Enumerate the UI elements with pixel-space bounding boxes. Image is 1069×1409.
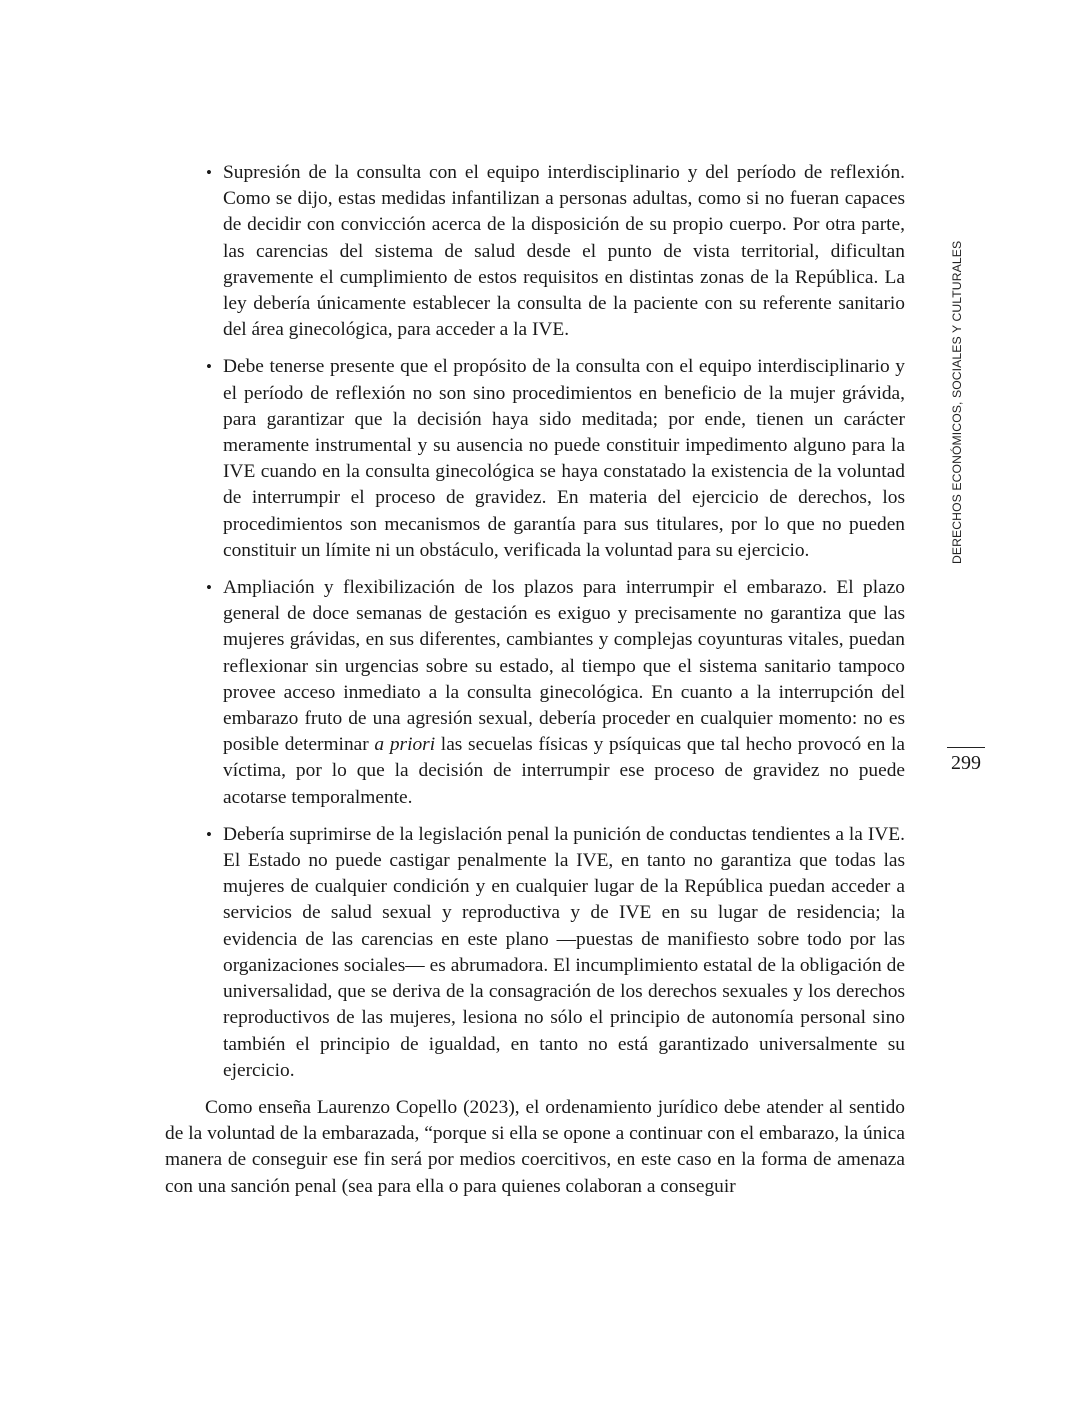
bullet-item [206, 822, 905, 1084]
main-text-block [165, 160, 905, 1200]
bullet-icon: • [206, 578, 212, 598]
bullet-item [206, 575, 905, 811]
bullet-text: Debe tenerse presente que el propósito de la consulta con el equipo interdisciplinario y el período de reflexión no son sino procedimientos en beneficio de la mujer grávida, para garantizar que la decisión haya sido meditada; por ende, tienen un carácter meramente instrumental y su ausencia no puede constituir impedimento alguno para la IVE cuando en la consulta ginecológica se haya constatado la existencia de la voluntad de interrumpir el proceso de gravidez. En materia del ejercicio de derechos, los procedimientos son mecanismos de garantía para sus titulares, por lo que no pueden constituir un límite ni un obstáculo, verificada la voluntad para su ejercicio. [223, 356, 905, 561]
bullet-icon: • [206, 824, 212, 844]
page-number: 299 [951, 752, 981, 774]
bullet-icon: • [206, 357, 212, 377]
bullet-item [206, 354, 905, 564]
italic-term: a priori [374, 734, 436, 756]
bullet-list [206, 160, 905, 1084]
running-head-vertical: DERECHOS ECONÓMICOS, SOCIALES Y CULTURALES [950, 240, 964, 564]
page-number-rule [947, 747, 985, 748]
bullet-text-end: las secuelas físicas y psíquicas que tal hecho provocó en la víctima, por lo que la decisión de interrumpir ese proceso de gravidez no puede acotarse temporalmente. [223, 734, 905, 808]
bullet-text: Supresión de la consulta con el equipo interdisciplinario y del período de reflexión. Como se dijo, estas medidas infantilizan a personas adultas, como si no fueran capaces de decidir con convicción acerca de la disposición de su propio cuerpo. Por otra parte, las carencias del sistema de salud desde el punto de vista territorial, dificultan gravemente el cumplimiento de estos requisitos en distintas zonas de la República. La ley debería únicamente establecer la consulta de la paciente con su referente sanitario del área ginecológica, para acceder a la IVE. [223, 162, 905, 341]
closing-paragraph: Como enseña Laurenzo Copello (2023), el ordenamiento jurídico debe atender al sentido de la voluntad de la embarazada, “porque si ella se opone a continuar con el embarazo, la única manera de conseguir ese fin será por medios coercitivos, en este caso en la forma de amenaza con una sanción penal (sea para ella o para quienes colaboran a conseguir [165, 1096, 905, 1197]
bullet-text: Debería suprimirse de la legislación penal la punición de conductas tendientes a la IVE. El Estado no puede castigar penalmente la IVE, en tanto no garantiza que todas las mujeres de cualquier condición y en cualquier lugar de la República puedan acceder a servicios de salud sexual y reproductiva y de IVE en su lugar de residencia; la evidencia de las carencias en este plano —puestas de manifiesto sobre todo por las organizaciones sociales— es abrumadora. El incumplimiento estatal de la obligación de universalidad, que se deriva de la consagración de los derechos sexuales y los derechos reproductivos de las mujeres, lesiona no sólo el principio de autonomía personal sino también el principio de igualdad, en tanto no está garantizado universalmente su ejercicio. [223, 823, 905, 1081]
bullet-icon: • [206, 163, 212, 182]
bullet-item [206, 160, 905, 343]
bullet-text-start: Ampliación y flexibilización de los plazos para interrumpir el embarazo. El plazo general de doce semanas de gestación es exiguo y precisamente no garantiza que las mujeres grávidas, en sus diferentes, cambiantes y complejas coyunturas vitales, puedan reflexionar sin urgencias sobre su estado, al tiempo que el sistema sanitario tampoco provee acceso inmediato a la consulta ginecológica. En cuanto a la interrupción del embarazo fruto de una agresión sexual, debería proceder en cualquier momento: no es posible determinar [223, 577, 905, 756]
